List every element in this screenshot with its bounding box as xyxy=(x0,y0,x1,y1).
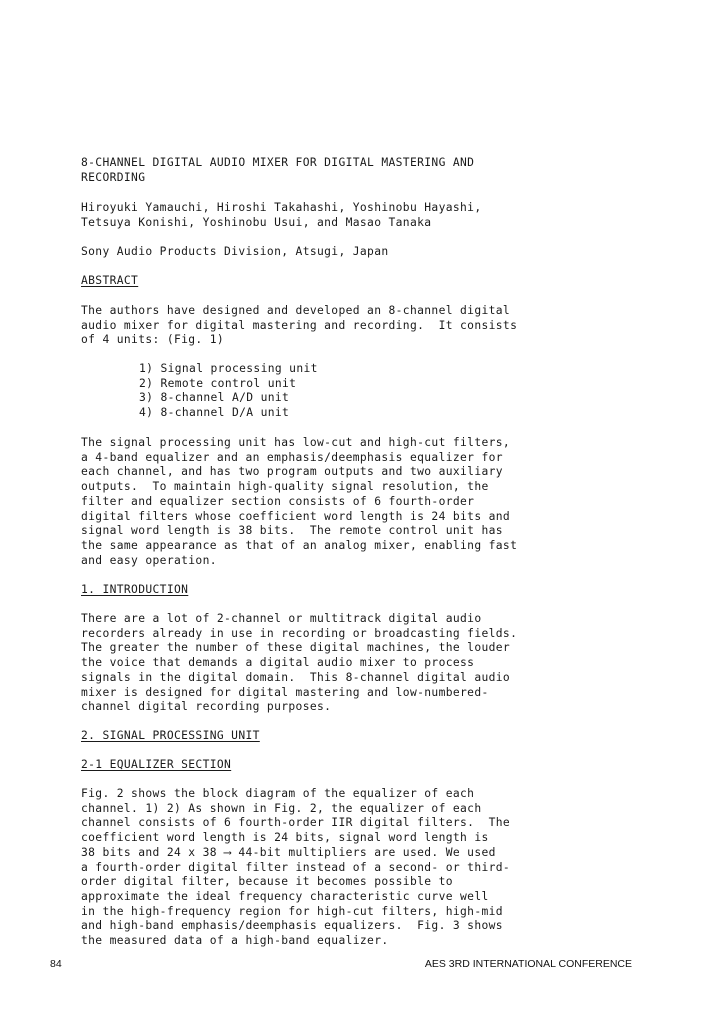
section-2-heading: 2. SIGNAL PROCESSING UNIT xyxy=(81,729,260,742)
section-2-1-heading: 2-1 EQUALIZER SECTION xyxy=(81,758,232,771)
conference-name: AES 3RD INTERNATIONAL CONFERENCE xyxy=(424,958,632,970)
affiliation: Sony Audio Products Division, Atsugi, Japan xyxy=(81,245,389,258)
page-number: 84 xyxy=(50,958,62,970)
abstract-intro: The authors have designed and developed an 8-channel digital audio mixer for digital mastering and recording. It consists of 4 units: (Fig. 1) xyxy=(81,304,518,347)
abstract-heading: ABSTRACT xyxy=(81,274,139,287)
section-2-1-body: Fig. 2 shows the block diagram of the equalizer of each channel. 1) 2) As shown in Fig. 2, the equalizer of each channel consists of 6 fourth-order IIR digital filters. The coefficient word length is 24 bits, signal word length is 38 bits and 24 x 38 ⟶ 44-bit multipliers are used. We used a fourth-order digital filter instead of a second- or third- order digital filter, because it becomes possible to approximate the ideal frequency characteristic curve well in the high-frequency region for high-cut filters, high-mid and high-band emphasis/deemphasis equalizers. Fig. 3 shows the measured data of a high-band equalizer. xyxy=(81,787,511,948)
paper-title: 8-CHANNEL DIGITAL AUDIO MIXER FOR DIGITAL MASTERING AND RECORDING xyxy=(81,156,475,184)
section-1-heading: 1. INTRODUCTION xyxy=(81,583,189,596)
unit-list xyxy=(139,362,318,421)
list-item: 4) 8-channel D/A unit xyxy=(139,406,290,420)
author-list: Hiroyuki Yamauchi, Hiroshi Takahashi, Yoshinobu Hayashi, Tetsuya Konishi, Yoshinobu Usui, and Masao Tanaka xyxy=(81,201,482,229)
list-item: 1) Signal processing unit xyxy=(139,362,318,375)
list-item: 2) Remote control unit xyxy=(139,376,297,390)
abstract-body: The signal processing unit has low-cut and high-cut filters, a 4-band equalizer and an emphasis/deemphasis equalizer for each channel, and has two program outputs and two auxiliary outputs. To maintain high-quality signal resolution, the filter and equalizer section consists of 6 fourth-order digital filters whose coefficient word length is 24 bits and signal word length is 38 bits. The remote control unit has the same appearance as that of an analog mixer, enabling fast and easy operation. xyxy=(81,436,518,567)
section-1-body: There are a lot of 2-channel or multitrack digital audio recorders already in use in recording or broadcasting fields. The greater the number of these digital machines, the louder the voice that demands a digital audio mixer to process signals in the digital domain. This 8-channel digital audio mixer is designed for digital mastering and low-numbered- channel digital recording purposes. xyxy=(81,612,518,714)
list-item: 3) 8-channel A/D unit xyxy=(139,391,290,405)
